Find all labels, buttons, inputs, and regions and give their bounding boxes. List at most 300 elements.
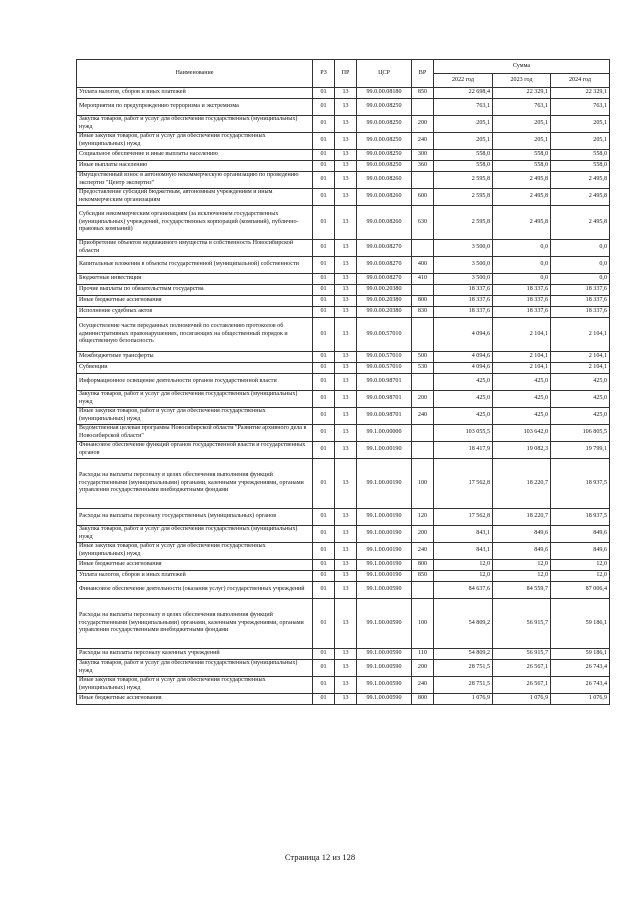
row-rz: 01	[313, 161, 335, 172]
row-name: Иные закупки товаров, работ и услуг для обеспечения государственных (муниципальных) нужд	[77, 677, 313, 694]
row-pr: 13	[335, 133, 357, 150]
row-sum-2023: 26 567,1	[493, 660, 551, 677]
row-vr	[412, 442, 434, 459]
row-sum-2023: 0,0	[493, 240, 551, 257]
row-name: Закупка товаров, работ и услуг для обеспечения государственных (муниципальных) нужд	[77, 660, 313, 677]
row-rz: 01	[313, 408, 335, 425]
row-rz: 01	[313, 374, 335, 391]
page-footer: Страница 12 из 128	[284, 852, 356, 862]
row-name: Капитальные вложения в объекты государственной (муниципальной) собственности	[77, 257, 313, 274]
row-sum-2023: 849,6	[493, 526, 551, 543]
row-sum-2022: 425,0	[434, 391, 493, 408]
row-vr: 360	[412, 161, 434, 172]
row-sum-2023: 22 329,1	[493, 88, 551, 99]
row-csr: 99.1.00.00590	[357, 694, 412, 705]
row-vr: 530	[412, 363, 434, 374]
row-sum-2024: 425,0	[551, 374, 610, 391]
row-pr: 13	[335, 172, 357, 189]
row-vr: 410	[412, 274, 434, 285]
table-row	[77, 150, 610, 161]
table-row	[77, 352, 610, 363]
row-sum-2023: 1 076,9	[493, 694, 551, 705]
row-sum-2024: 18 337,6	[551, 296, 610, 307]
table-row	[77, 649, 610, 660]
row-sum-2024: 59 186,1	[551, 599, 610, 649]
row-pr: 13	[335, 274, 357, 285]
row-pr: 13	[335, 526, 357, 543]
row-name: Имущественный взнос в автономную некоммерческую организацию по проведению экспертиз "Центр экспертиз"	[77, 172, 313, 189]
row-sum-2024: 2 104,1	[551, 363, 610, 374]
row-pr: 13	[335, 189, 357, 206]
row-pr: 13	[335, 240, 357, 257]
row-sum-2023: 56 915,7	[493, 599, 551, 649]
row-sum-2024: 205,1	[551, 133, 610, 150]
row-sum-2023: 425,0	[493, 391, 551, 408]
row-sum-2024: 425,0	[551, 391, 610, 408]
row-sum-2024: 26 743,4	[551, 660, 610, 677]
table-row	[77, 363, 610, 374]
row-pr: 13	[335, 442, 357, 459]
row-rz: 01	[313, 526, 335, 543]
table-row	[77, 161, 610, 172]
row-sum-2022: 28 751,5	[434, 677, 493, 694]
header-name: Наименование	[77, 60, 313, 88]
row-vr: 850	[412, 571, 434, 582]
row-sum-2023: 103 642,0	[493, 425, 551, 442]
table-row	[77, 599, 610, 649]
row-vr: 120	[412, 509, 434, 526]
table-row	[77, 408, 610, 425]
row-sum-2022: 558,0	[434, 161, 493, 172]
row-sum-2022: 843,1	[434, 543, 493, 560]
row-sum-2022: 763,1	[434, 99, 493, 116]
row-sum-2024: 12,0	[551, 571, 610, 582]
row-sum-2022: 18 417,9	[434, 442, 493, 459]
row-csr: 99.1.00.00000	[357, 425, 412, 442]
row-name: Уплата налогов, сборов и иных платежей	[77, 88, 313, 99]
row-name: Мероприятия по предупреждению терроризма и экстремизма	[77, 99, 313, 116]
row-sum-2023: 2 495,8	[493, 172, 551, 189]
table-row	[77, 560, 610, 571]
row-vr: 100	[412, 459, 434, 509]
row-pr: 13	[335, 99, 357, 116]
table-row	[77, 257, 610, 274]
row-csr: 99.0.00.08260	[357, 189, 412, 206]
row-name: Бюджетные инвестиции	[77, 274, 313, 285]
row-sum-2024: 87 006,4	[551, 582, 610, 599]
row-name: Ведомственная целевая программа Новосибирской области "Развитие архивного дела в Новосибирской области"	[77, 425, 313, 442]
row-vr	[412, 172, 434, 189]
row-rz: 01	[313, 571, 335, 582]
row-name: Субсидии некоммерческим организациям (за исключением государственных (муниципальных) учреждений, государственных корпораций (компаний), публично-правовых компаний)	[77, 206, 313, 240]
row-csr: 99.0.00.08260	[357, 172, 412, 189]
row-sum-2024: 26 743,4	[551, 677, 610, 694]
row-sum-2023: 12,0	[493, 571, 551, 582]
row-vr	[412, 374, 434, 391]
row-name: Расходы на выплаты персоналу государственных (муниципальных) органов	[77, 509, 313, 526]
row-sum-2023: 2 495,8	[493, 206, 551, 240]
row-vr: 200	[412, 526, 434, 543]
row-sum-2023: 558,0	[493, 161, 551, 172]
row-name: Финансовое обеспечение деятельности (оказания услуг) государственных учреждений	[77, 582, 313, 599]
row-sum-2024: 59 186,1	[551, 649, 610, 660]
table-row	[77, 172, 610, 189]
row-sum-2022: 3 500,0	[434, 257, 493, 274]
row-name: Расходы на выплаты персоналу в целях обеспечения выполнения функций государственными (муниципальными) органами, казенными учреждениями, органами управления государственными внебюджетными фондами	[77, 599, 313, 649]
row-csr: 99.0.00.08250	[357, 116, 412, 133]
row-rz: 01	[313, 694, 335, 705]
row-sum-2023: 84 559,7	[493, 582, 551, 599]
row-sum-2022: 54 809,2	[434, 649, 493, 660]
row-pr: 13	[335, 560, 357, 571]
row-sum-2023: 425,0	[493, 408, 551, 425]
row-pr: 13	[335, 307, 357, 318]
row-name: Финансовое обеспечение функций органов государственной власти и государственных органов	[77, 442, 313, 459]
row-csr: 99.1.00.00590	[357, 649, 412, 660]
table-row	[77, 543, 610, 560]
row-name: Осуществление части переданных полномочий по составлению протоколов об административных правонарушениях, посягающих на общественный порядок и общественную безопасность	[77, 318, 313, 352]
row-pr: 13	[335, 509, 357, 526]
row-pr: 13	[335, 116, 357, 133]
row-pr: 13	[335, 318, 357, 352]
row-sum-2023: 205,1	[493, 133, 551, 150]
row-sum-2024: 19 799,1	[551, 442, 610, 459]
table-row	[77, 509, 610, 526]
row-vr	[412, 240, 434, 257]
row-name: Исполнение судебных актов	[77, 307, 313, 318]
row-rz: 01	[313, 459, 335, 509]
row-vr: 800	[412, 694, 434, 705]
header-sum: Сумма	[434, 60, 610, 74]
table-row	[77, 459, 610, 509]
row-csr: 99.0.00.08270	[357, 240, 412, 257]
row-name: Социальное обеспечение и иные выплаты населению	[77, 150, 313, 161]
row-rz: 01	[313, 442, 335, 459]
row-rz: 01	[313, 582, 335, 599]
row-csr: 99.0.00.98701	[357, 391, 412, 408]
row-vr: 240	[412, 133, 434, 150]
row-pr: 13	[335, 425, 357, 442]
row-sum-2024: 849,6	[551, 543, 610, 560]
row-vr: 240	[412, 543, 434, 560]
row-pr: 13	[335, 408, 357, 425]
row-sum-2022: 17 562,8	[434, 509, 493, 526]
row-csr: 99.0.00.20380	[357, 307, 412, 318]
row-rz: 01	[313, 274, 335, 285]
row-vr	[412, 425, 434, 442]
row-sum-2024: 1 076,9	[551, 694, 610, 705]
row-sum-2022: 18 337,6	[434, 285, 493, 296]
row-pr: 13	[335, 599, 357, 649]
row-sum-2023: 2 495,8	[493, 189, 551, 206]
row-sum-2024: 106 805,5	[551, 425, 610, 442]
row-rz: 01	[313, 285, 335, 296]
row-sum-2022: 558,0	[434, 150, 493, 161]
row-csr: 99.0.00.20380	[357, 285, 412, 296]
table-row	[77, 206, 610, 240]
row-name: Иные закупки товаров, работ и услуг для обеспечения государственных (муниципальных) нужд	[77, 408, 313, 425]
row-sum-2023: 18 337,6	[493, 296, 551, 307]
row-rz: 01	[313, 391, 335, 408]
row-sum-2023: 425,0	[493, 374, 551, 391]
table-row	[77, 116, 610, 133]
row-name: Иные бюджетные ассигнования	[77, 560, 313, 571]
row-vr: 400	[412, 257, 434, 274]
row-sum-2024: 205,1	[551, 116, 610, 133]
row-sum-2022: 425,0	[434, 374, 493, 391]
row-rz: 01	[313, 206, 335, 240]
row-csr: 99.0.00.08270	[357, 257, 412, 274]
row-pr: 13	[335, 206, 357, 240]
row-rz: 01	[313, 318, 335, 352]
row-sum-2022: 843,1	[434, 526, 493, 543]
row-sum-2022: 18 337,6	[434, 307, 493, 318]
row-sum-2022: 205,1	[434, 116, 493, 133]
row-rz: 01	[313, 307, 335, 318]
row-vr: 110	[412, 649, 434, 660]
row-name: Закупка товаров, работ и услуг для обеспечения государственных (муниципальных) нужд	[77, 116, 313, 133]
row-vr	[412, 285, 434, 296]
row-name: Прочие выплаты по обязательствам государства	[77, 285, 313, 296]
row-sum-2023: 18 220,7	[493, 459, 551, 509]
row-sum-2024: 0,0	[551, 257, 610, 274]
row-rz: 01	[313, 660, 335, 677]
row-pr: 13	[335, 543, 357, 560]
row-rz: 01	[313, 99, 335, 116]
row-rz: 01	[313, 509, 335, 526]
header-year-2023: 2023 год	[493, 74, 551, 88]
row-sum-2022: 54 809,2	[434, 599, 493, 649]
row-sum-2023: 2 104,1	[493, 352, 551, 363]
table-row	[77, 285, 610, 296]
row-sum-2023: 18 220,7	[493, 509, 551, 526]
table-row	[77, 582, 610, 599]
row-csr: 99.1.00.00590	[357, 582, 412, 599]
row-rz: 01	[313, 560, 335, 571]
row-pr: 13	[335, 363, 357, 374]
row-name: Закупка товаров, работ и услуг для обеспечения государственных (муниципальных) нужд	[77, 391, 313, 408]
row-vr: 240	[412, 677, 434, 694]
row-rz: 01	[313, 352, 335, 363]
row-vr: 240	[412, 408, 434, 425]
header-year-2022: 2022 год	[434, 74, 493, 88]
row-sum-2023: 849,6	[493, 543, 551, 560]
row-csr: 99.0.00.57010	[357, 363, 412, 374]
row-name: Информационное освещение деятельности органов государственной власти	[77, 374, 313, 391]
row-rz: 01	[313, 257, 335, 274]
row-rz: 01	[313, 150, 335, 161]
row-csr: 99.1.00.00190	[357, 543, 412, 560]
table-row	[77, 189, 610, 206]
row-name: Иные бюджетные ассигнования	[77, 296, 313, 307]
table-row	[77, 99, 610, 116]
row-vr: 300	[412, 150, 434, 161]
row-pr: 13	[335, 296, 357, 307]
row-vr: 500	[412, 352, 434, 363]
row-csr: 99.1.00.00190	[357, 509, 412, 526]
row-vr: 830	[412, 307, 434, 318]
header-row	[77, 60, 610, 74]
row-sum-2024: 2 495,8	[551, 189, 610, 206]
row-sum-2023: 0,0	[493, 257, 551, 274]
row-csr: 99.0.00.57010	[357, 352, 412, 363]
row-csr: 99.0.00.08250	[357, 99, 412, 116]
row-pr: 13	[335, 459, 357, 509]
table-row	[77, 391, 610, 408]
row-csr: 99.0.00.08250	[357, 161, 412, 172]
row-sum-2022: 3 500,0	[434, 240, 493, 257]
row-sum-2024: 763,1	[551, 99, 610, 116]
row-sum-2022: 12,0	[434, 560, 493, 571]
row-csr: 99.0.00.98701	[357, 408, 412, 425]
row-pr: 13	[335, 161, 357, 172]
row-csr: 99.1.00.00190	[357, 571, 412, 582]
row-sum-2024: 2 495,8	[551, 206, 610, 240]
row-csr: 99.1.00.00590	[357, 599, 412, 649]
table-row	[77, 425, 610, 442]
row-vr	[412, 318, 434, 352]
row-pr: 13	[335, 649, 357, 660]
row-sum-2023: 0,0	[493, 274, 551, 285]
row-sum-2023: 558,0	[493, 150, 551, 161]
row-rz: 01	[313, 116, 335, 133]
row-sum-2023: 12,0	[493, 560, 551, 571]
row-rz: 01	[313, 88, 335, 99]
row-csr: 99.0.00.20380	[357, 296, 412, 307]
table-row	[77, 526, 610, 543]
row-sum-2024: 2 495,8	[551, 172, 610, 189]
row-name: Уплата налогов, сборов и иных платежей	[77, 571, 313, 582]
row-rz: 01	[313, 543, 335, 560]
table-row	[77, 274, 610, 285]
row-sum-2022: 103 055,5	[434, 425, 493, 442]
row-csr: 99.1.00.00590	[357, 660, 412, 677]
row-sum-2024: 849,6	[551, 526, 610, 543]
row-vr: 800	[412, 560, 434, 571]
row-csr: 99.0.00.08250	[357, 150, 412, 161]
row-sum-2022: 2 595,8	[434, 172, 493, 189]
header-year-2024: 2024 год	[551, 74, 610, 88]
row-pr: 13	[335, 257, 357, 274]
table-row	[77, 307, 610, 318]
row-csr: 99.0.00.98701	[357, 374, 412, 391]
row-csr: 99.1.00.00190	[357, 459, 412, 509]
row-csr: 99.1.00.00190	[357, 560, 412, 571]
row-vr	[412, 582, 434, 599]
row-sum-2022: 4 094,6	[434, 318, 493, 352]
row-sum-2024: 18 937,5	[551, 509, 610, 526]
row-sum-2022: 18 337,6	[434, 296, 493, 307]
row-csr: 99.0.00.57010	[357, 318, 412, 352]
row-sum-2022: 425,0	[434, 408, 493, 425]
row-sum-2022: 17 562,8	[434, 459, 493, 509]
row-sum-2023: 19 082,3	[493, 442, 551, 459]
row-sum-2023: 18 337,6	[493, 285, 551, 296]
row-csr: 99.0.00.08260	[357, 206, 412, 240]
row-sum-2022: 84 637,6	[434, 582, 493, 599]
header-csr: ЦСР	[357, 60, 412, 88]
row-pr: 13	[335, 660, 357, 677]
row-pr: 13	[335, 374, 357, 391]
row-rz: 01	[313, 677, 335, 694]
row-sum-2023: 2 104,1	[493, 363, 551, 374]
row-name: Приобретение объектов недвижимого имущества в собственность Новосибирской области	[77, 240, 313, 257]
row-vr: 630	[412, 206, 434, 240]
row-sum-2024: 2 104,1	[551, 352, 610, 363]
row-rz: 01	[313, 133, 335, 150]
row-rz: 01	[313, 172, 335, 189]
row-sum-2024: 18 937,5	[551, 459, 610, 509]
row-sum-2022: 22 698,4	[434, 88, 493, 99]
row-rz: 01	[313, 296, 335, 307]
row-sum-2023: 2 104,1	[493, 318, 551, 352]
row-sum-2024: 18 337,6	[551, 307, 610, 318]
row-pr: 13	[335, 285, 357, 296]
row-rz: 01	[313, 425, 335, 442]
table-row	[77, 571, 610, 582]
row-name: Закупка товаров, работ и услуг для обеспечения государственных (муниципальных) нужд	[77, 526, 313, 543]
table-row	[77, 442, 610, 459]
row-name: Иные закупки товаров, работ и услуг для обеспечения государственных (муниципальных) нужд	[77, 133, 313, 150]
row-sum-2024: 558,0	[551, 161, 610, 172]
row-sum-2022: 3 500,0	[434, 274, 493, 285]
row-sum-2024: 18 337,6	[551, 285, 610, 296]
row-csr: 99.1.00.00590	[357, 677, 412, 694]
row-rz: 01	[313, 599, 335, 649]
header-vr: ВР	[412, 60, 434, 88]
row-pr: 13	[335, 352, 357, 363]
table-row	[77, 88, 610, 99]
row-csr: 99.0.00.08270	[357, 274, 412, 285]
row-vr: 100	[412, 599, 434, 649]
table-row	[77, 318, 610, 352]
table-row	[77, 296, 610, 307]
row-pr: 13	[335, 694, 357, 705]
row-sum-2023: 26 567,1	[493, 677, 551, 694]
row-vr: 200	[412, 391, 434, 408]
row-rz: 01	[313, 240, 335, 257]
row-sum-2023: 56 915,7	[493, 649, 551, 660]
row-csr: 99.0.00.08180	[357, 88, 412, 99]
row-csr: 99.0.00.08250	[357, 133, 412, 150]
table-row	[77, 677, 610, 694]
row-vr: 200	[412, 116, 434, 133]
row-vr: 850	[412, 88, 434, 99]
row-sum-2024: 22 329,1	[551, 88, 610, 99]
table-row	[77, 133, 610, 150]
row-name: Расходы на выплаты персоналу казенных учреждений	[77, 649, 313, 660]
header-pr: ПР	[335, 60, 357, 88]
row-sum-2024: 558,0	[551, 150, 610, 161]
budget-table	[76, 59, 610, 705]
row-sum-2024: 2 104,1	[551, 318, 610, 352]
row-sum-2022: 12,0	[434, 571, 493, 582]
row-sum-2022: 2 595,8	[434, 206, 493, 240]
row-sum-2022: 2 595,8	[434, 189, 493, 206]
row-sum-2024: 0,0	[551, 274, 610, 285]
row-name: Иные бюджетные ассигнования	[77, 694, 313, 705]
row-pr: 13	[335, 571, 357, 582]
row-name: Субвенции	[77, 363, 313, 374]
row-sum-2022: 4 094,6	[434, 352, 493, 363]
row-pr: 13	[335, 391, 357, 408]
row-csr: 99.1.00.00190	[357, 526, 412, 543]
table-row	[77, 374, 610, 391]
row-pr: 13	[335, 150, 357, 161]
row-rz: 01	[313, 649, 335, 660]
row-sum-2023: 763,1	[493, 99, 551, 116]
row-rz: 01	[313, 363, 335, 374]
